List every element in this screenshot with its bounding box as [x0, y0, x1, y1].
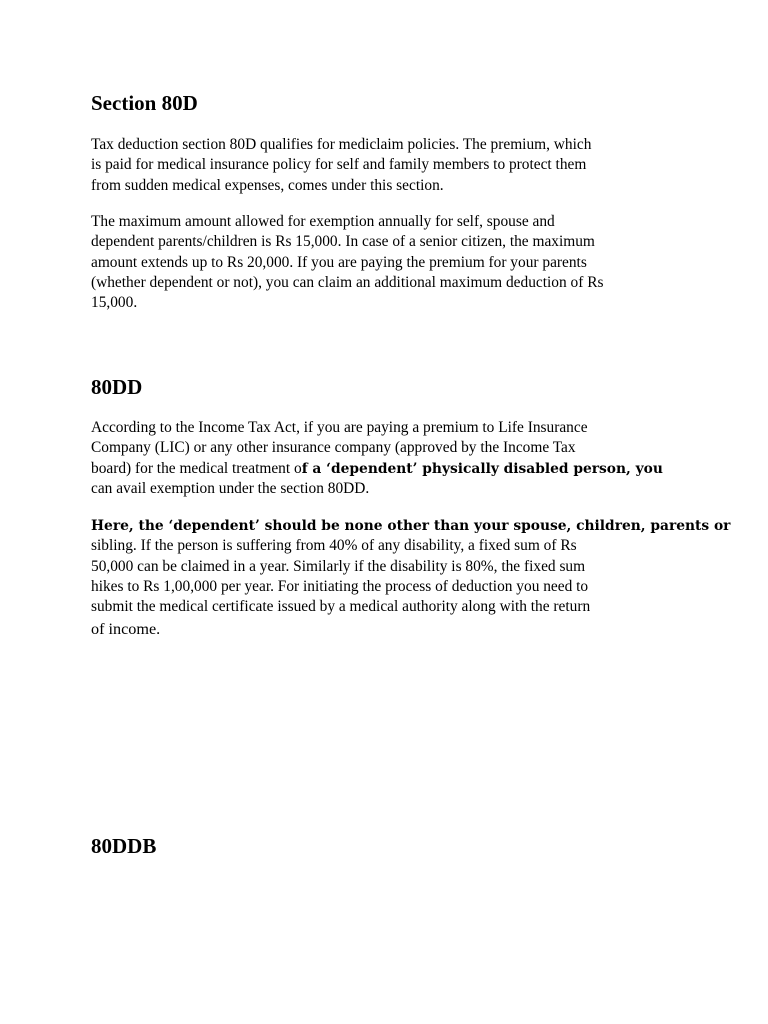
text-segment: board) for the medical treatment o — [91, 459, 302, 477]
paragraph-80dd-details — [91, 516, 731, 641]
bold-text-line: Here, the ‘dependent’ should be none other than your spouse, children, parents or — [91, 518, 731, 534]
text-line: (whether dependent or not), you can claim an additional maximum deduction of Rs — [91, 273, 604, 291]
text-line: The maximum amount allowed for exemption annually for self, spouse and — [91, 213, 555, 230]
paragraph-80d-limits — [91, 212, 691, 313]
text-line — [91, 459, 691, 479]
text-line: According to the Income Tax Act, if you are paying a premium to Life Insurance — [91, 419, 588, 436]
heading-section-80ddb: 80DDB — [91, 834, 157, 858]
heading-section-80d: Section 80D — [91, 91, 198, 115]
text-line: submit the medical certificate issued by a medical authority along with the return — [91, 598, 591, 616]
text-line: amount extends up to Rs 20,000. If you are paying the premium for your parents — [91, 253, 587, 271]
text-line: Company (LIC) or any other insurance company (approved by the Income Tax — [91, 439, 576, 457]
paragraph-80dd-intro — [91, 418, 691, 499]
text-line: dependent parents/children is Rs 15,000. In case of a senior citizen, the maximum — [91, 233, 595, 251]
text-line: from sudden medical expenses, comes under this section. — [91, 176, 444, 194]
text-line: 50,000 can be claimed in a year. Similarly if the disability is 80%, the fixed sum — [91, 557, 586, 575]
text-line: hikes to Rs 1,00,000 per year. For initiating the process of deduction you need to — [91, 577, 589, 595]
paragraph-80d-intro — [91, 135, 691, 196]
text-line: Tax deduction section 80D qualifies for mediclaim policies. The premium, which — [91, 136, 592, 153]
text-line: is paid for medical insurance policy for self and family members to protect them — [91, 156, 587, 174]
text-line: sibling. If the person is suffering from 40% of any disability, a fixed sum of Rs — [91, 537, 577, 555]
text-line: 15,000. — [91, 294, 138, 312]
heading-section-80dd: 80DD — [91, 375, 143, 399]
text-line: can avail exemption under the section 80DD. — [91, 479, 370, 497]
text-line: of income. — [91, 620, 161, 639]
bold-text-segment: f a ‘dependent’ physically disabled person, you — [301, 460, 663, 477]
